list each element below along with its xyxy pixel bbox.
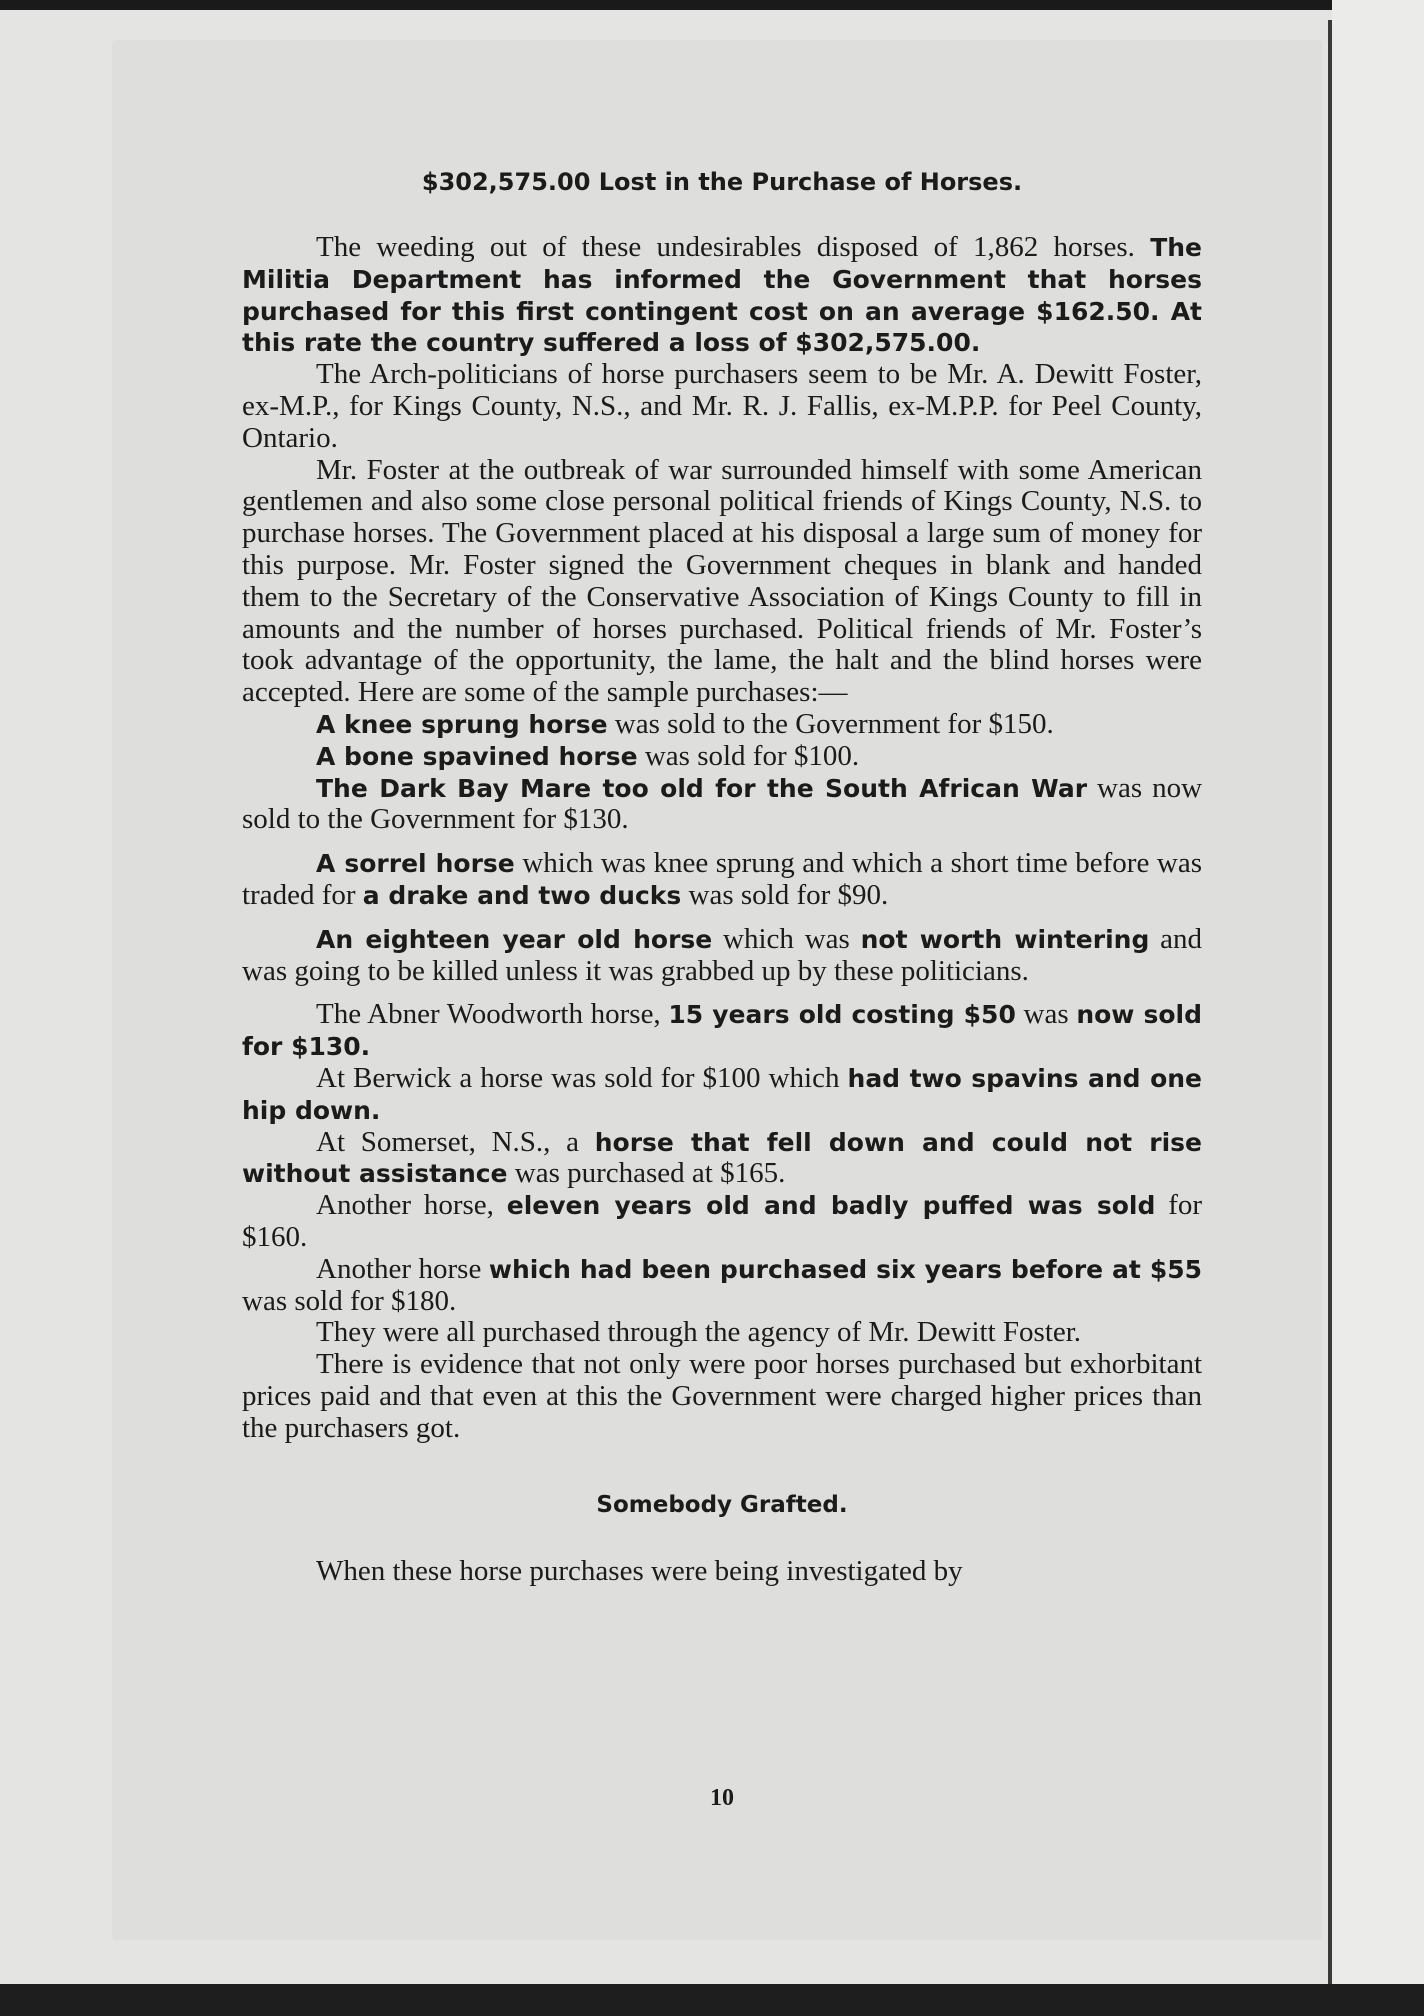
page-number: 10 (710, 1785, 734, 1811)
emphasis-text: had two spavins and one hip down. (242, 1063, 1202, 1125)
paragraph-text: At Somerset, N.S., a (316, 1125, 580, 1158)
paragraph-text: was sold to the Government for $150. (614, 707, 1054, 740)
paragraph-arch-politicians: The Arch-politicians of horse purchasers seem to be Mr. A. Dewitt Foster, ex-M.P., for Kings County, N.S., and Mr. R. J. Fallis, ex-M.P.P. for Peel County, Ontario. (242, 358, 1202, 454)
paragraph-text: The Abner Woodworth horse, (316, 998, 661, 1031)
emphasis-text: not worth wintering (860, 924, 1150, 954)
paragraph-text: which was (723, 922, 850, 955)
paragraph-evidence: There is evidence that not only were poor horses purchased but exhorbitant prices paid and that even at this the Government were charged higher prices than the purchasers got. (242, 1348, 1202, 1444)
paragraph-investigation: When these horse purchases were being investigated by (316, 1555, 963, 1588)
paragraph-agency: They were all purchased through the agency of Mr. Dewitt Foster. (316, 1316, 1082, 1349)
emphasis-text: now sold for $130. (242, 1000, 1203, 1062)
paragraph-text: was (1023, 998, 1069, 1031)
emphasis-text: The Dark Bay Mare too old for the South African War (316, 773, 1088, 803)
paragraph-mr-foster: Mr. Foster at the outbreak of war surrounded himself with some American gentlemen and also some close personal political friends of Kings County, N.S. to purchase horses. The Government placed at his disposal a large sum of money for this purpose. Mr. Foster signed the Government cheques in blank and handed them to the Secretary of the Conservative Association of Kings County to fill in amounts and the number of horses purchased. Political friends of Mr. Foster’s took advantage of the opportunity, the lame, the halt and the blind horses were accepted. Here are some of the sample purchases:— (242, 453, 1202, 709)
scan-bottom-edge (0, 1984, 1424, 2016)
emphasis-text: A sorrel horse (316, 849, 515, 879)
emphasis-text: horse that fell down and could not rise without assistance (242, 1127, 1203, 1189)
purchase-sorrel-horse (242, 848, 1202, 912)
paragraph-text: The weeding out of these undesirables disposed of 1,862 horses. (316, 231, 1135, 263)
purchase-eighteen-year-old (242, 924, 1202, 988)
emphasis-text: The Militia Department has informed the Government that horses purchased for this first contingent cost on an average $162.50. At this rate the country suffered a loss of $302,575.00. (242, 233, 1202, 358)
facing-page-margin (1332, 0, 1424, 2016)
emphasis-text: A knee sprung horse (316, 709, 608, 739)
emphasis-text: A bone spavined horse (316, 741, 638, 771)
emphasis-text: eleven years old and badly puffed was sold (506, 1191, 1156, 1221)
emphasis-text: a drake and two ducks (362, 880, 682, 910)
purchase-somerset (242, 1127, 1202, 1191)
emphasis-text: An eighteen year old horse (316, 924, 713, 954)
paragraph-text: Another horse (316, 1252, 482, 1285)
purchase-abner-woodworth (242, 999, 1202, 1063)
paragraph-text: and was going to be killed unless it was grabbed up by these politicians. (242, 922, 1203, 987)
paragraph-text: was sold for $100. (644, 739, 860, 772)
purchase-dark-bay-mare (242, 773, 1202, 837)
paragraph-text: for $160. (242, 1189, 1203, 1253)
paragraph-text: was now sold to the Government for $130. (242, 771, 1203, 836)
purchase-bone-spavined (242, 741, 1202, 773)
paragraph-horses-disposed (242, 232, 1202, 359)
paragraph-text: which was knee sprung and which a short time before was traded for (242, 847, 1203, 911)
paragraph-text: was sold for $90. (688, 878, 889, 911)
purchase-berwick (242, 1063, 1202, 1127)
section-heading: Somebody Grafted. (596, 1492, 848, 1519)
purchase-eleven-years-old (242, 1190, 1202, 1254)
scan-top-edge (0, 0, 1424, 10)
paragraph-text: was sold for $180. (242, 1284, 457, 1317)
paragraph-text: At Berwick a horse was sold for $100 which (316, 1061, 840, 1094)
purchase-six-years-before (242, 1254, 1202, 1318)
binding-gutter (1328, 20, 1332, 1990)
emphasis-text: which had been purchased six years before at $55 (488, 1254, 1203, 1284)
document-body (242, 162, 1202, 1588)
paragraph-text: Another horse, (316, 1189, 494, 1222)
paragraph-text: was purchased at $165. (514, 1157, 786, 1190)
emphasis-text: 15 years old costing $50 (668, 1000, 1016, 1030)
page-heading: $302,575.00 Lost in the Purchase of Horses. (421, 168, 1023, 196)
purchase-knee-sprung (242, 709, 1202, 741)
